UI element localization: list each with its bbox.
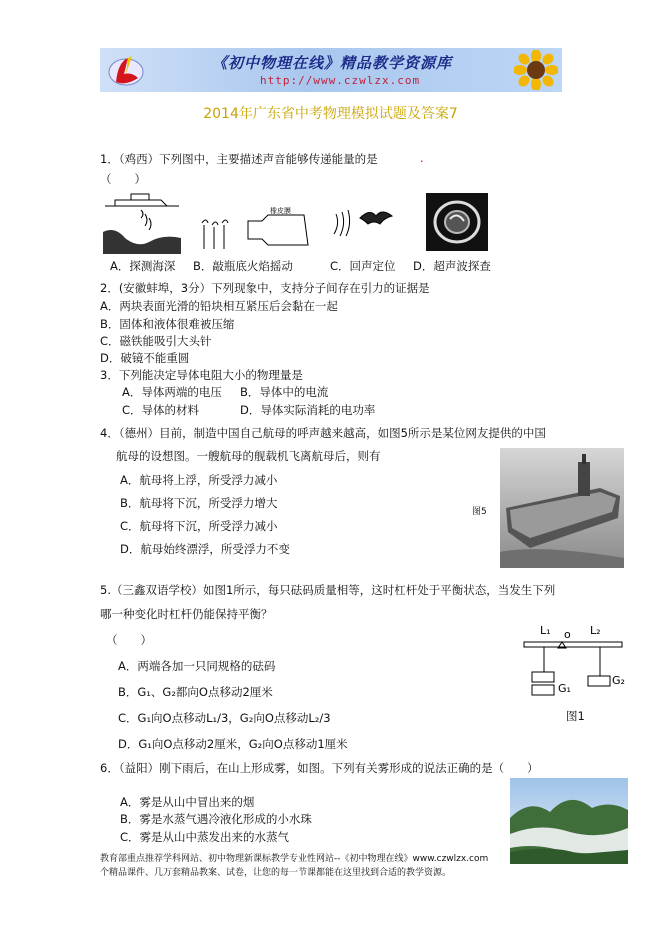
q6-option-b: B．雾是水蒸气遇冷液化形成的小水珠: [120, 812, 312, 826]
q5-option-b: B．G₁、G₂都向O点移动2厘米: [118, 685, 273, 699]
q4-option-c: C．航母将下沉，所受浮力减小: [120, 519, 278, 533]
bat-echolocation-figure: [330, 194, 396, 246]
q1-dot: .: [420, 151, 424, 165]
q3-option-a: A．导体两端的电压: [122, 385, 222, 399]
q2-option-a: A．两块表面光滑的铅块相互紧压后会黏在一起: [100, 299, 338, 313]
lever-label-o: o: [564, 628, 571, 641]
lever-label-l2: L₂: [590, 624, 601, 637]
q6-option-a: A．雾是从山中冒出来的烟: [120, 795, 255, 809]
q4-stem-line1: 4．（德州）目前，制造中国自己航母的呼声越来越高，如图5所示是某位网友提供的中国: [100, 426, 546, 440]
q4-stem-line2: 航母的设想图。一艘航母的舰载机飞离航母后，则有: [116, 449, 381, 463]
q4-option-a: A．航母将上浮，所受浮力减小: [120, 473, 278, 487]
footer-line-1: 教育部重点推荐学科网站、初中物理新课标教学专业性网站--《初中物理在线》www.czwlzx.com: [100, 854, 489, 864]
footer-line-2: 个精品课件、几万套精品教案、试卷，让您的每一节课都能在这里找到合适的教学资源。: [100, 868, 452, 878]
q3-stem: 3．下列能决定导体电阻大小的物理量是: [100, 368, 303, 382]
q6-stem: 6．（益阳）刚下雨后，在山上形成雾，如图。下列有关雾形成的说法正确的是（ ）: [100, 761, 539, 775]
q2-stem: 2．(安徽蚌埠，3分）下列现象中，支持分子间存在引力的证据是: [100, 281, 430, 295]
lever-label-g1: G₁: [558, 682, 571, 695]
lever-label-l1: L₁: [540, 624, 551, 637]
q1-option-c: C．回声定位: [330, 259, 396, 273]
q5-option-d: D．G₁向O点移动2厘米，G₂向O点移动1厘米: [118, 737, 348, 751]
banner-title: 《初中物理在线》精品教学资源库: [212, 54, 453, 72]
q2-option-c: C．磁铁能吸引大头针: [100, 334, 212, 348]
q5-option-a: A．两端各加一只同规格的砝码: [118, 659, 276, 673]
q5-option-c: C．G₁向O点移动L₁/3，G₂向O点移动L₂/3: [118, 711, 331, 725]
q1-paren: （ ）: [100, 172, 146, 186]
sunflower-icon: [514, 50, 558, 90]
lever-label-g2: G₂: [612, 674, 625, 687]
banner-url[interactable]: http://www.czwlzx.com: [260, 74, 421, 87]
q4-figure-label: 图5: [472, 507, 487, 517]
q4-option-b: B．航母将下沉，所受浮力增大: [120, 496, 278, 510]
bottle-candle-figure: [198, 205, 318, 251]
q2-option-d: D．破镜不能重圆: [100, 351, 190, 365]
page-footer: [100, 852, 640, 880]
q4-option-d: D．航母始终漂浮，所受浮力不变: [120, 542, 290, 556]
q3-option-c: C．导体的材料: [122, 403, 200, 417]
q5-stem-line2: 哪一种变化时杠杆仍能保持平衡？: [100, 607, 273, 621]
q2-option-b: B．固体和液体很难被压缩: [100, 317, 235, 331]
document-title: 2014年广东省中考物理模拟试题及答案7: [203, 106, 458, 122]
q1-option-b: B．敲瓶底火焰摇动: [193, 259, 293, 273]
site-banner: [100, 48, 562, 92]
ultrasound-figure: [426, 193, 488, 251]
rubber-membrane-label: 橡皮膜: [270, 207, 291, 215]
q1-option-a: A．探测海深: [110, 259, 176, 273]
q6-option-c: C．雾是从山中蒸发出来的水蒸气: [120, 830, 290, 844]
q5-stem-line1: 5.（三鑫双语学校）如图1所示，每只砝码质量相等，这时杠杆处于平衡状态，当发生下列: [100, 583, 556, 597]
sea-depth-figure: [101, 190, 183, 254]
q1-stem: 1．（鸡西）下列图中，主要描述声音能够传递能量的是: [100, 152, 378, 166]
q5-figure-label: 图1: [566, 709, 585, 723]
q3-option-d: D．导体实际消耗的电功率: [240, 403, 376, 417]
q5-paren: （ ）: [106, 633, 152, 647]
q1-option-d: D．超声波探查: [413, 259, 491, 273]
site-logo-icon: [106, 52, 146, 88]
q3-option-b: B．导体中的电流: [240, 385, 329, 399]
aircraft-carrier-figure: [500, 448, 624, 568]
